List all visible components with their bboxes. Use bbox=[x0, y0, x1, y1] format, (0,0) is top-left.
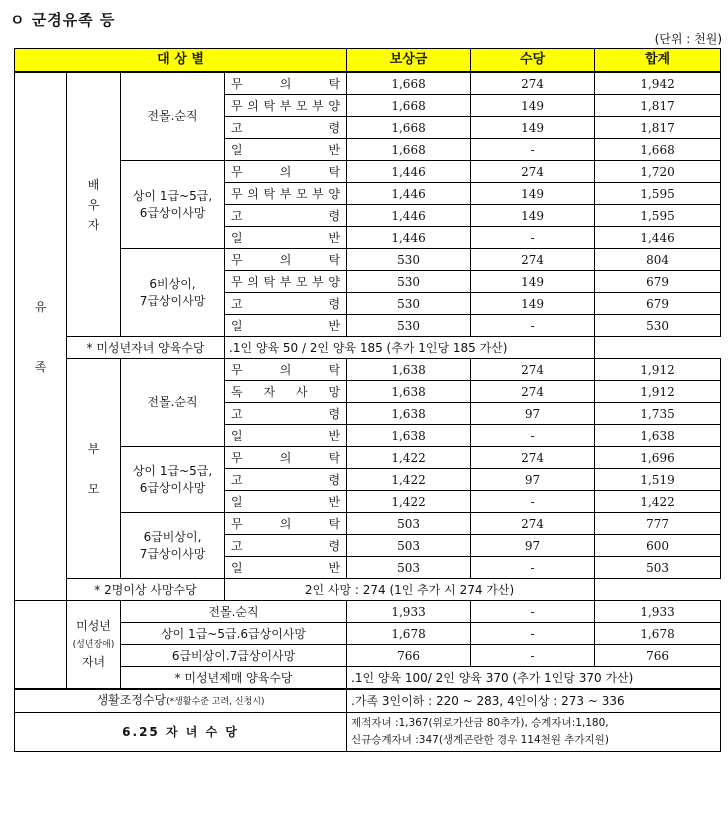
allowance-value: - bbox=[471, 623, 595, 645]
type-label: 무 의 탁 bbox=[225, 72, 347, 95]
type-label: 무 의 탁 bbox=[225, 249, 347, 271]
type-label: 독 자 사 망 bbox=[225, 381, 347, 403]
header-row bbox=[15, 49, 721, 73]
minor-note-value: .1인 양육 100/ 2인 양육 370 (추가 1인당 370 가산) bbox=[347, 667, 721, 690]
total-value: 1,595 bbox=[595, 205, 721, 227]
category-label: 전몰.순직 bbox=[121, 72, 225, 161]
allowance-value: - bbox=[471, 645, 595, 667]
total-value: 1,817 bbox=[595, 117, 721, 139]
type-label: 무 의 탁 bbox=[225, 359, 347, 381]
total-value: 679 bbox=[595, 293, 721, 315]
compensation-value: 1,678 bbox=[347, 623, 471, 645]
category-label: 6급비상이, 7급상이사망 bbox=[121, 513, 225, 579]
compensation-value: 1,638 bbox=[347, 381, 471, 403]
total-value: 1,912 bbox=[595, 359, 721, 381]
type-label: 무 의 탁 bbox=[225, 161, 347, 183]
total-value: 1,595 bbox=[595, 183, 721, 205]
allowance-value: - bbox=[471, 491, 595, 513]
table-row bbox=[15, 513, 721, 535]
allowance-value: 274 bbox=[471, 447, 595, 469]
spouse-note-row bbox=[15, 337, 721, 359]
allowance-value: - bbox=[471, 315, 595, 337]
type-label: 일 반 bbox=[225, 139, 347, 161]
category-label: 상이 1급~5급, 6급상이사망 bbox=[121, 447, 225, 513]
total-value: 1,912 bbox=[595, 381, 721, 403]
minor-type-label: 전몰.순직 bbox=[121, 601, 347, 623]
compensation-value: 1,446 bbox=[347, 161, 471, 183]
allowance-value: 274 bbox=[471, 72, 595, 95]
header-total: 합계 bbox=[595, 49, 721, 73]
allowance-value: - bbox=[471, 601, 595, 623]
type-label: 고 령 bbox=[225, 205, 347, 227]
compensation-value: 1,933 bbox=[347, 601, 471, 623]
type-label: 무 의 탁 부 모 부 양 bbox=[225, 95, 347, 117]
minor-note-label: * 미성년제매 양육수당 bbox=[121, 667, 347, 690]
table-row bbox=[15, 161, 721, 183]
type-label: 일 반 bbox=[225, 557, 347, 579]
compensation-value: 1,638 bbox=[347, 359, 471, 381]
group-yujok: 유 족 bbox=[15, 72, 67, 601]
total-value: 1,519 bbox=[595, 469, 721, 491]
table-row bbox=[15, 645, 721, 667]
minor-spacer bbox=[15, 601, 67, 690]
type-label: 고 령 bbox=[225, 117, 347, 139]
minor-note-row bbox=[15, 667, 721, 690]
group-minor: 미성년 (성년장애) 자녀 bbox=[67, 601, 121, 690]
group-parents: 부 모 bbox=[67, 359, 121, 579]
compensation-value: 1,668 bbox=[347, 95, 471, 117]
compensation-value: 1,446 bbox=[347, 183, 471, 205]
compensation-value: 503 bbox=[347, 513, 471, 535]
total-value: 679 bbox=[595, 271, 721, 293]
compensation-value: 503 bbox=[347, 557, 471, 579]
type-label: 무 의 탁 부 모 부 양 bbox=[225, 183, 347, 205]
type-label: 일 반 bbox=[225, 425, 347, 447]
total-value: 1,720 bbox=[595, 161, 721, 183]
allowance-value: 274 bbox=[471, 359, 595, 381]
compensation-value: 1,446 bbox=[347, 227, 471, 249]
allowance-value: - bbox=[471, 227, 595, 249]
type-label: 고 령 bbox=[225, 403, 347, 425]
minor-type-label: 상이 1급~5급.6급상이사망 bbox=[121, 623, 347, 645]
type-label: 일 반 bbox=[225, 227, 347, 249]
living-label: 생활조정수당(*생활수준 고려, 신청시) bbox=[15, 689, 347, 713]
compensation-value: 766 bbox=[347, 645, 471, 667]
compensation-value: 1,668 bbox=[347, 117, 471, 139]
total-value: 766 bbox=[595, 645, 721, 667]
total-value: 777 bbox=[595, 513, 721, 535]
allowance-value: 149 bbox=[471, 205, 595, 227]
total-value: 1,942 bbox=[595, 72, 721, 95]
unit-label: (단위 : 천원) bbox=[654, 32, 722, 46]
parents-note-row bbox=[15, 579, 721, 601]
total-value: 1,638 bbox=[595, 425, 721, 447]
total-value: 1,817 bbox=[595, 95, 721, 117]
living-value: .가족 3인이하 : 220 ~ 283, 4인이상 : 273 ~ 336 bbox=[347, 689, 721, 713]
compensation-value: 1,638 bbox=[347, 425, 471, 447]
compensation-value: 1,638 bbox=[347, 403, 471, 425]
type-label: 무 의 탁 bbox=[225, 447, 347, 469]
header-target: 대 상 별 bbox=[15, 49, 347, 73]
type-label: 무 의 탁 bbox=[225, 513, 347, 535]
total-value: 1,668 bbox=[595, 139, 721, 161]
allowance-value: 149 bbox=[471, 95, 595, 117]
child625-label: 6.25 자 녀 수 당 bbox=[15, 713, 347, 752]
table-row bbox=[15, 249, 721, 271]
type-label: 고 령 bbox=[225, 293, 347, 315]
total-value: 503 bbox=[595, 557, 721, 579]
header-allowance: 수당 bbox=[471, 49, 595, 73]
page-title: ㅇ 군경유족 등 bbox=[10, 11, 116, 29]
category-label: 상이 1급~5급, 6급상이사망 bbox=[121, 161, 225, 249]
group-spouse: 배 우 자 bbox=[67, 72, 121, 337]
compensation-value: 1,668 bbox=[347, 139, 471, 161]
compensation-value: 1,668 bbox=[347, 72, 471, 95]
child625-row bbox=[15, 713, 721, 752]
allowance-value: 97 bbox=[471, 469, 595, 491]
compensation-value: 530 bbox=[347, 315, 471, 337]
total-value: 530 bbox=[595, 315, 721, 337]
minor-type-label: 6급비상이.7급상이사망 bbox=[121, 645, 347, 667]
allowance-value: 97 bbox=[471, 535, 595, 557]
total-value: 1,696 bbox=[595, 447, 721, 469]
allowance-value: 274 bbox=[471, 381, 595, 403]
table-row bbox=[15, 359, 721, 381]
compensation-value: 1,422 bbox=[347, 447, 471, 469]
allowance-value: 97 bbox=[471, 403, 595, 425]
compensation-value: 1,446 bbox=[347, 205, 471, 227]
benefit-table bbox=[14, 48, 721, 752]
allowance-value: 274 bbox=[471, 249, 595, 271]
compensation-value: 1,422 bbox=[347, 469, 471, 491]
allowance-value: - bbox=[471, 557, 595, 579]
total-value: 804 bbox=[595, 249, 721, 271]
parents-note-label: * 2명이상 사망수당 bbox=[67, 579, 225, 601]
table-row bbox=[15, 623, 721, 645]
category-label: 6비상이, 7급상이사망 bbox=[121, 249, 225, 337]
child625-value: 제적자녀 :1,367(위로가산금 80추가), 승계자녀:1,180, 신규승계자녀 :347(생계곤란한 경우 114천원 추가지원) bbox=[347, 713, 721, 752]
total-value: 1,678 bbox=[595, 623, 721, 645]
total-value: 1,422 bbox=[595, 491, 721, 513]
compensation-value: 530 bbox=[347, 249, 471, 271]
type-label: 무 의 탁 부 모 부 양 bbox=[225, 271, 347, 293]
header-compensation: 보상금 bbox=[347, 49, 471, 73]
type-label: 일 반 bbox=[225, 491, 347, 513]
table-row bbox=[15, 72, 721, 95]
allowance-value: 149 bbox=[471, 293, 595, 315]
spouse-note-value: .1인 양육 50 / 2인 양육 185 (추가 1인당 185 가산) bbox=[225, 337, 595, 359]
allowance-value: - bbox=[471, 139, 595, 161]
type-label: 일 반 bbox=[225, 315, 347, 337]
type-label: 고 령 bbox=[225, 469, 347, 491]
total-value: 1,933 bbox=[595, 601, 721, 623]
total-value: 600 bbox=[595, 535, 721, 557]
compensation-value: 530 bbox=[347, 271, 471, 293]
compensation-value: 530 bbox=[347, 293, 471, 315]
table-row bbox=[15, 601, 721, 623]
allowance-value: 149 bbox=[471, 117, 595, 139]
allowance-value: 274 bbox=[471, 513, 595, 535]
total-value: 1,735 bbox=[595, 403, 721, 425]
allowance-value: 149 bbox=[471, 183, 595, 205]
compensation-value: 503 bbox=[347, 535, 471, 557]
allowance-value: - bbox=[471, 425, 595, 447]
parents-note-value: 2인 사망 : 274 (1인 추가 시 274 가산) bbox=[225, 579, 595, 601]
allowance-value: 274 bbox=[471, 161, 595, 183]
table-row bbox=[15, 447, 721, 469]
type-label: 고 령 bbox=[225, 535, 347, 557]
allowance-value: 149 bbox=[471, 271, 595, 293]
total-value: 1,446 bbox=[595, 227, 721, 249]
compensation-value: 1,422 bbox=[347, 491, 471, 513]
spouse-note-label: * 미성년자녀 양육수당 bbox=[67, 337, 225, 359]
living-row bbox=[15, 689, 721, 713]
category-label: 전몰.순직 bbox=[121, 359, 225, 447]
